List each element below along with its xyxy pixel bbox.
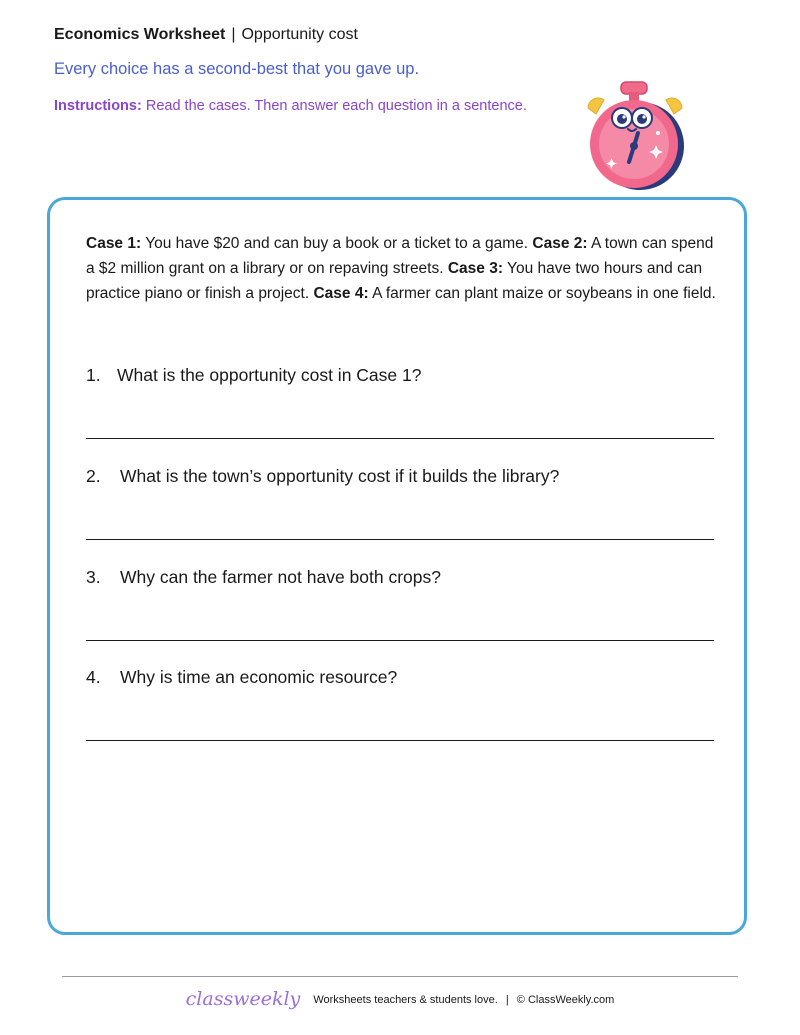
question-3	[86, 567, 441, 588]
question-2-text: What is the town’s opportunity cost if it builds the library?	[120, 466, 560, 486]
worksheet-tagline: Every choice has a second-best that you gave up.	[54, 60, 420, 78]
question-3-text: Why can the farmer not have both crops?	[120, 567, 441, 587]
question-4-text: Why is time an economic resource?	[120, 667, 398, 687]
question-2	[86, 466, 559, 487]
case-1-label: Case 1:	[86, 235, 142, 252]
title-separator: |	[231, 26, 236, 43]
question-4-number: 4.	[86, 667, 101, 687]
case-2-label: Case 2:	[532, 235, 588, 252]
stopwatch-mascot-icon	[580, 78, 690, 193]
worksheet-topic: Opportunity cost	[241, 26, 358, 43]
case-1-text: You have $20 and can buy a book or a ticket to a game.	[145, 235, 529, 252]
question-1	[86, 365, 421, 386]
case-2-text: A town can spend a $2 million grant on a library or on repaving streets.	[86, 235, 714, 278]
case-3-label: Case 3:	[447, 260, 504, 278]
footer-copyright: © ClassWeekly.com	[516, 994, 615, 1006]
instructions-label: Instructions:	[54, 98, 142, 114]
question-4	[86, 667, 397, 688]
case-4-label: Case 4:	[313, 285, 369, 303]
classweekly-logo: classweekly	[185, 988, 301, 1010]
answer-line-1[interactable]	[86, 438, 714, 439]
question-1-text: What is the opportunity cost in Case 1?	[117, 365, 422, 385]
worksheet-card	[47, 197, 747, 935]
question-1-number: 1.	[86, 365, 101, 385]
worksheet-title	[54, 26, 358, 44]
footer-separator: |	[505, 994, 509, 1006]
answer-line-2[interactable]	[86, 539, 714, 540]
case-3-text: You have two hours and can practice piano or finish a project.	[86, 260, 703, 303]
instructions-text: Read the cases. Then answer each question in a sentence.	[145, 98, 527, 114]
footer-tagline: Worksheets teachers & students love.	[313, 994, 498, 1006]
answer-line-4[interactable]	[86, 740, 714, 741]
cases-paragraph	[86, 231, 718, 307]
footer-divider	[62, 976, 738, 977]
question-2-number: 2.	[86, 466, 101, 486]
question-3-number: 3.	[86, 567, 101, 587]
worksheet-subject: Economics Worksheet	[54, 26, 226, 43]
instructions	[54, 98, 527, 114]
footer	[0, 988, 800, 1010]
answer-line-3[interactable]	[86, 640, 714, 641]
case-4-text: A farmer can plant maize or soybeans in one field.	[372, 285, 716, 303]
